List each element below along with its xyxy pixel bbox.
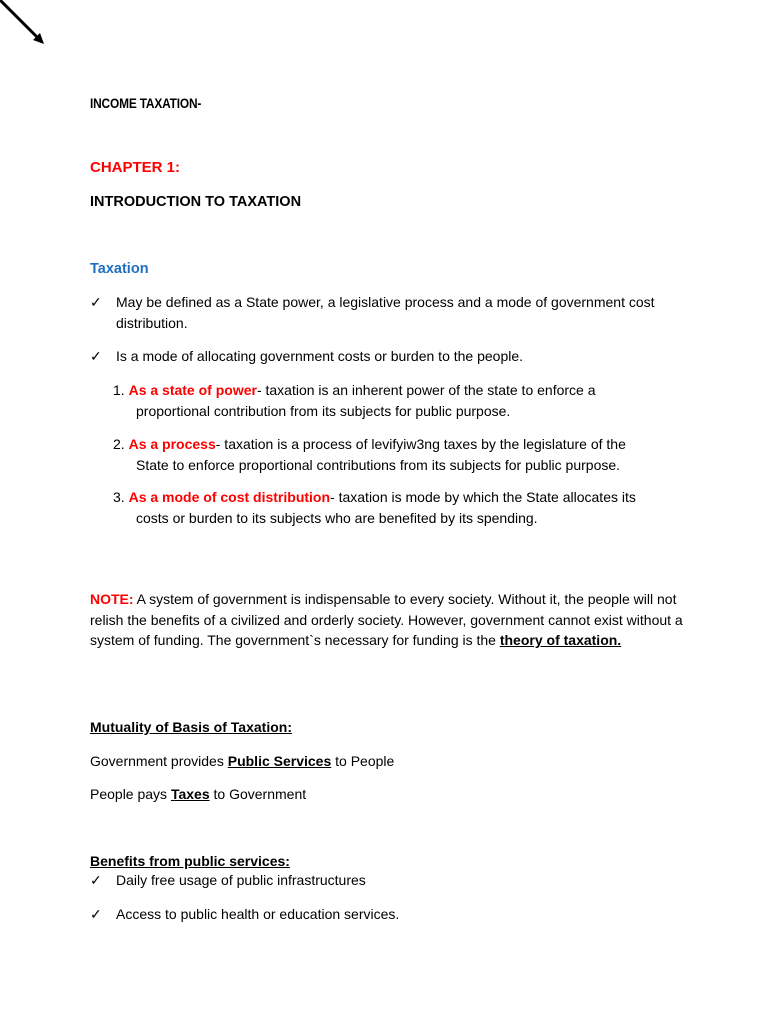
item-continuation: costs or burden to its subjects who are benefited by its spending. (136, 510, 538, 526)
benefit-item: Access to public health or education services. (116, 906, 400, 922)
check-icon: ✓ (90, 872, 102, 888)
line-text: to People (331, 753, 395, 769)
taxes-term: Taxes (170, 786, 210, 802)
taxation-heading: Taxation (90, 261, 149, 277)
item-label: As a process (128, 436, 216, 452)
item-text: - taxation is an inherent power of the state to enforce a (256, 382, 596, 398)
benefit-item: Daily free usage of public infrastructures (116, 872, 366, 888)
mutuality-line (90, 751, 394, 772)
note-text: A system of government is indispensable to every society. Without it, the people will not relish the benefits of a civilized and orderly society. However, government cannot exist without a system of funding. The government`s necessary for funding is the (90, 591, 683, 648)
item-label: As a state of power (128, 382, 257, 398)
item-text: - taxation is a process of levifyiw3ng taxes by the legislature of the (215, 436, 626, 452)
mutuality-heading: Mutuality of Basis of Taxation: (90, 719, 292, 735)
note-paragraph (90, 589, 690, 651)
intro-heading: INTRODUCTION TO TAXATION (90, 194, 302, 210)
benefits-heading: Benefits from public services: (90, 853, 290, 869)
check-icon: ✓ (90, 906, 102, 922)
bullet-item: Is a mode of allocating government costs or burden to the people. (116, 348, 524, 364)
numbered-item (113, 380, 683, 422)
item-continuation: State to enforce proportional contributions from its subjects for public purpose. (136, 457, 621, 473)
note-label: NOTE: (90, 591, 134, 607)
check-icon: ✓ (90, 348, 102, 364)
document-title: INCOME TAXATION- (90, 95, 202, 111)
mutuality-line (90, 784, 306, 805)
numbered-item (113, 434, 683, 476)
item-label: As a mode of cost distribution (128, 489, 331, 505)
numbered-item (113, 487, 683, 529)
line-text: Government provides (90, 753, 228, 769)
arrow-down-right-icon (0, 0, 50, 50)
item-number: 1. (113, 382, 125, 398)
check-icon: ✓ (90, 294, 102, 310)
note-emphasis: theory of taxation. (499, 632, 622, 648)
item-number: 3. (113, 489, 125, 505)
line-text: People pays (90, 786, 171, 802)
item-text: - taxation is mode by which the State allocates its (330, 489, 636, 505)
chapter-heading: CHAPTER 1: (90, 159, 181, 176)
item-number: 2. (113, 436, 125, 452)
bullet-item: May be defined as a State power, a legislative process and a mode of government cost distribution. (116, 294, 655, 331)
item-continuation: proportional contribution from its subjects for public purpose. (136, 403, 511, 419)
public-services-term: Public Services (227, 753, 332, 769)
line-text: to Government (209, 786, 307, 802)
